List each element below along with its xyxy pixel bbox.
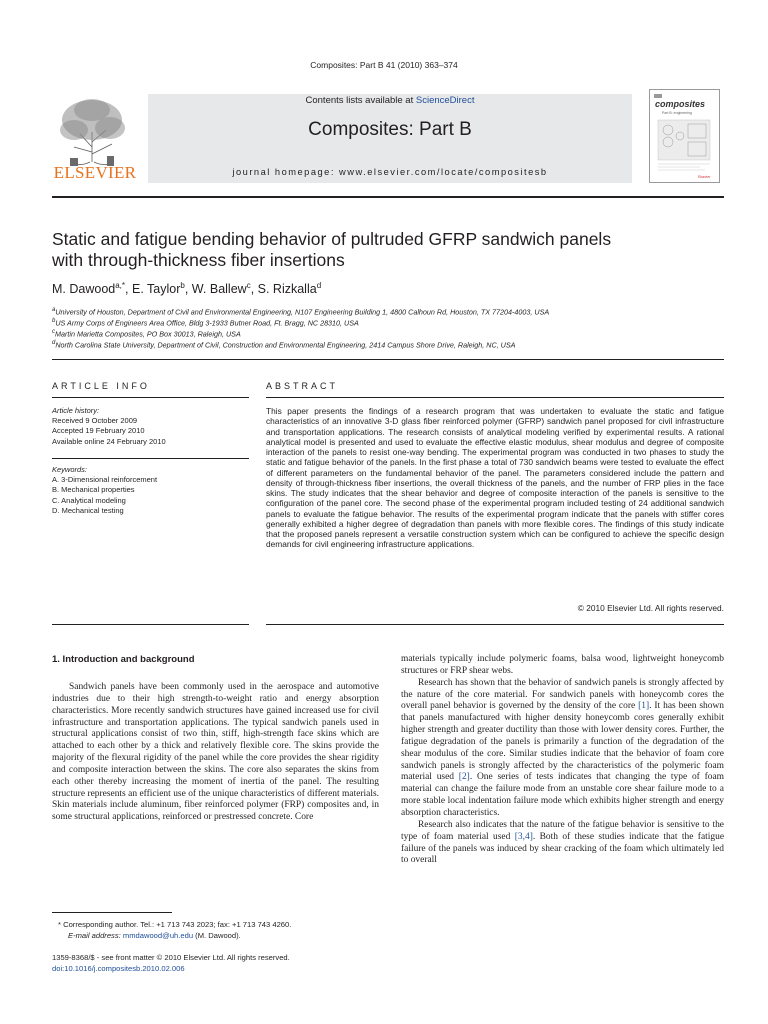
affiliation-marker: b <box>52 318 56 324</box>
affiliation <box>52 340 732 349</box>
author-separator: , <box>125 282 132 297</box>
paragraph-text: Research has shown that the behavior of sandwich panels is strongly affected by the nature of the core material. For sandwich panels with honeycomb cores the overall panel behavior is governed by the density of the core <box>401 677 724 712</box>
doi-link[interactable]: doi:10.1016/j.compositesb.2010.02.006 <box>52 964 185 973</box>
title-divider <box>52 359 724 360</box>
journal-cover-thumbnail <box>649 89 720 183</box>
citation-link[interactable]: [1] <box>638 701 650 712</box>
affiliation-text: North Carolina State University, Department of Civil, Construction and Environmental Engineering, 2414 Campus Shore Drive, Raleigh, NC, USA <box>55 340 516 350</box>
article-title-line-2: with through-thickness fiber insertions <box>52 250 345 270</box>
author-list <box>52 281 712 296</box>
author-affiliation-marker[interactable]: b <box>180 281 185 290</box>
affiliation-text: University of Houston, Department of Civil and Environmental Engineering, N107 Engineering Building 1, 4800 Calhoun Rd, Houston, TX 77204-4003, USA <box>55 307 550 317</box>
affiliation-marker: c <box>52 329 55 335</box>
body-paragraph <box>401 820 724 867</box>
author-affiliation-marker[interactable]: d <box>316 281 322 290</box>
issn-line: 1359-8368/$ - see front matter © 2010 Elsevier Ltd. All rights reserved. <box>52 953 290 962</box>
footnote-marker: * <box>58 920 61 929</box>
affiliation-text: US Army Corps of Engineers Area Office, Bldg 3-1933 Butner Road, Ft. Bragg, NC 28310, USA <box>55 318 359 328</box>
author-separator: , <box>250 282 258 297</box>
corresponding-author-footnote <box>52 919 379 941</box>
masthead-divider <box>52 196 724 198</box>
abstract-text: This paper presents the findings of a research program that was undertaken to evaluate the static and fatigue characteristics of an innovative 3-D glass fiber reinforced polymer (GFRP) sandwich panel proposed for civil infrastructure and transportation applications. The research consists of analytical modeling verified by experimental results. A rational analytical model is presented and used to evaluate the effective elastic modulus, shear modulus and degree of composite interaction of the panels to resist one-way bending. The experimental program was conducted in two phases to study the static and fatigue behavior of the panels. In the first phase a total of 730 sandwich beams were tested to evaluate the effect of different parameters on the fundamental behavior of the panel. The parameters considered include the pattern and density of through-thickness fiber insertions, the overall thickness of the panels, and the number of FRP plies in the face skins. The study indicates that the shear behavior and degree of composite interaction of the panels is sensitive to the configuration of the panel core. The second phase of the experimental program included testing of 24 additional sandwich panels to evaluate the fatigue behavior. The results of the experimental program indicate that the panels with stiffer cores generally exhibited a higher degree of degradation than panels with more flexible cores. The findings of this study indicate that the proposed panels represent a versatile construction system which can be configured to achieve the specific design demands for civil engineering infrastructure applications. <box>266 406 724 550</box>
abstract-heading: ABSTRACT <box>266 381 339 391</box>
online-date: Available online 24 February 2010 <box>52 436 166 446</box>
accepted-date: Accepted 19 February 2010 <box>52 426 145 436</box>
paragraph-text: . One series of tests indicates that changing the type of foam material can change the failure mode from an unstable core shear failure mode to a more stable local indentation failure mode which exhibits higher strength and energy absorption characteristics. <box>401 772 725 818</box>
homepage-prefix: journal homepage: <box>232 167 340 177</box>
divider <box>266 624 724 625</box>
paragraph-text: . Both of these studies indicate that the fatigue failure of the panels was induced by shear cracking of the foam which ultimately led to overall <box>401 831 725 866</box>
contents-prefix: Contents lists available at <box>305 95 416 106</box>
email-link[interactable]: mmdawood@uh.edu <box>122 931 194 940</box>
svg-text:Part B: engineering: Part B: engineering <box>662 111 692 115</box>
divider <box>52 458 249 459</box>
author-name[interactable]: M. Dawood <box>52 282 116 297</box>
keyword-item[interactable]: A. 3-Dimensional reinforcement <box>52 475 158 485</box>
footnote-divider <box>52 912 172 913</box>
received-date: Received 9 October 2009 <box>52 416 138 426</box>
history-label: Article history: <box>52 406 100 415</box>
author-name[interactable]: S. Rizkalla <box>257 282 317 297</box>
front-matter <box>52 952 379 974</box>
divider <box>52 397 249 398</box>
author-name[interactable]: W. Ballew <box>191 282 247 297</box>
affiliation <box>52 329 732 338</box>
email-label: E-mail address: <box>68 931 123 940</box>
svg-text:composites: composites <box>655 99 706 109</box>
abstract-copyright: © 2010 Elsevier Ltd. All rights reserved. <box>577 603 724 613</box>
sciencedirect-link[interactable]: ScienceDirect <box>415 95 475 106</box>
citation-link[interactable]: [2] <box>458 772 470 783</box>
article-info-heading: ARTICLE INFO <box>52 381 150 391</box>
cover-art-icon <box>650 90 719 182</box>
author-affiliation-marker[interactable]: c <box>246 281 251 290</box>
running-head: Composites: Part B 41 (2010) 363–374 <box>310 60 458 70</box>
citation-link[interactable]: [3,4] <box>514 831 533 842</box>
keyword-item[interactable]: B. Mechanical properties <box>52 485 135 495</box>
affiliation-marker: d <box>52 340 56 346</box>
affiliation <box>52 318 732 327</box>
body-paragraph: materials typically include polymeric foams, balsa wood, lightweight honeycomb structures or FRP shear webs. <box>401 654 724 676</box>
svg-text:Elsevier: Elsevier <box>698 175 711 179</box>
divider <box>266 397 724 398</box>
journal-title: Composites: Part B <box>308 119 472 140</box>
body-column-right <box>401 654 724 867</box>
author-name[interactable]: E. Taylor <box>131 282 181 297</box>
keywords <box>52 465 252 516</box>
author-affiliation-marker[interactable]: a,* <box>115 281 126 290</box>
homepage-url-link[interactable]: www.elsevier.com/locate/compositesb <box>339 167 548 177</box>
paragraph-text: . It has been shown that panels manufactured with higher density honeycomb cores generally exhibit higher strength and greater ductility than those with lower density cores. Further, the fatigue degradation of the panels is primarily a function of the degradation of the shear modulus of the core. Similar studies indicate that the behavior of foam core sandwich panels is strongly affected by the characteristics of the polymeric foam material used <box>401 701 724 783</box>
footnote-text: Corresponding author. Tel.: +1 713 743 2023; fax: +1 713 743 4260. <box>63 920 292 929</box>
email-suffix: (M. Dawood). <box>193 931 241 940</box>
article-history <box>52 406 252 447</box>
paragraph-text: Research also indicates that the nature of the fatigue behavior is sensitive to the type of foam material used <box>401 819 724 842</box>
keyword-item[interactable]: D. Mechanical testing <box>52 505 124 515</box>
contents-line <box>148 95 632 106</box>
body-paragraph <box>401 678 724 820</box>
affiliation-text: Martin Marietta Composites, PO Box 30013, Raleigh, USA <box>55 329 241 339</box>
affiliation <box>52 307 732 316</box>
body-paragraph: Sandwich panels have been commonly used in the aerospace and automotive industries due to their high strength-to-weight ratio and energy absorption characteristics. More recently sandwich structures have gained increased use for civil infrastructure and transportation applications. The typical sandwich panels used in structural applications consist of two thin, stiff, high-strength face skins which are attached to each other by a thick and relatively flexible core. The skins provide the majority of the flexural rigidity of the panel while the core provides the shear rigidity and composite interaction between the skins. The core also separates the skins from each other thereby increasing the moment of inertia of the panel. The resulting structure represents an efficient use of the unique characteristics of different materials. Skin materials include aluminum, fiber reinforced polymer (FRP) composites and, in some structural applications, reinforced or prestressed concrete. Core <box>52 682 379 823</box>
divider <box>52 624 249 625</box>
affiliation-marker: a <box>52 307 56 313</box>
article-title <box>52 229 712 271</box>
keyword-item[interactable]: C. Analytical modeling <box>52 495 126 505</box>
author-separator: , <box>184 282 192 297</box>
article-title-line-1: Static and fatigue bending behavior of pultruded GFRP sandwich panels <box>52 229 612 249</box>
publisher-name: ELSEVIER <box>53 163 137 182</box>
section-heading: 1. Introduction and background <box>52 654 195 665</box>
keywords-label: Keywords: <box>52 465 88 474</box>
body-column-left <box>52 682 379 824</box>
journal-homepage <box>148 167 632 177</box>
